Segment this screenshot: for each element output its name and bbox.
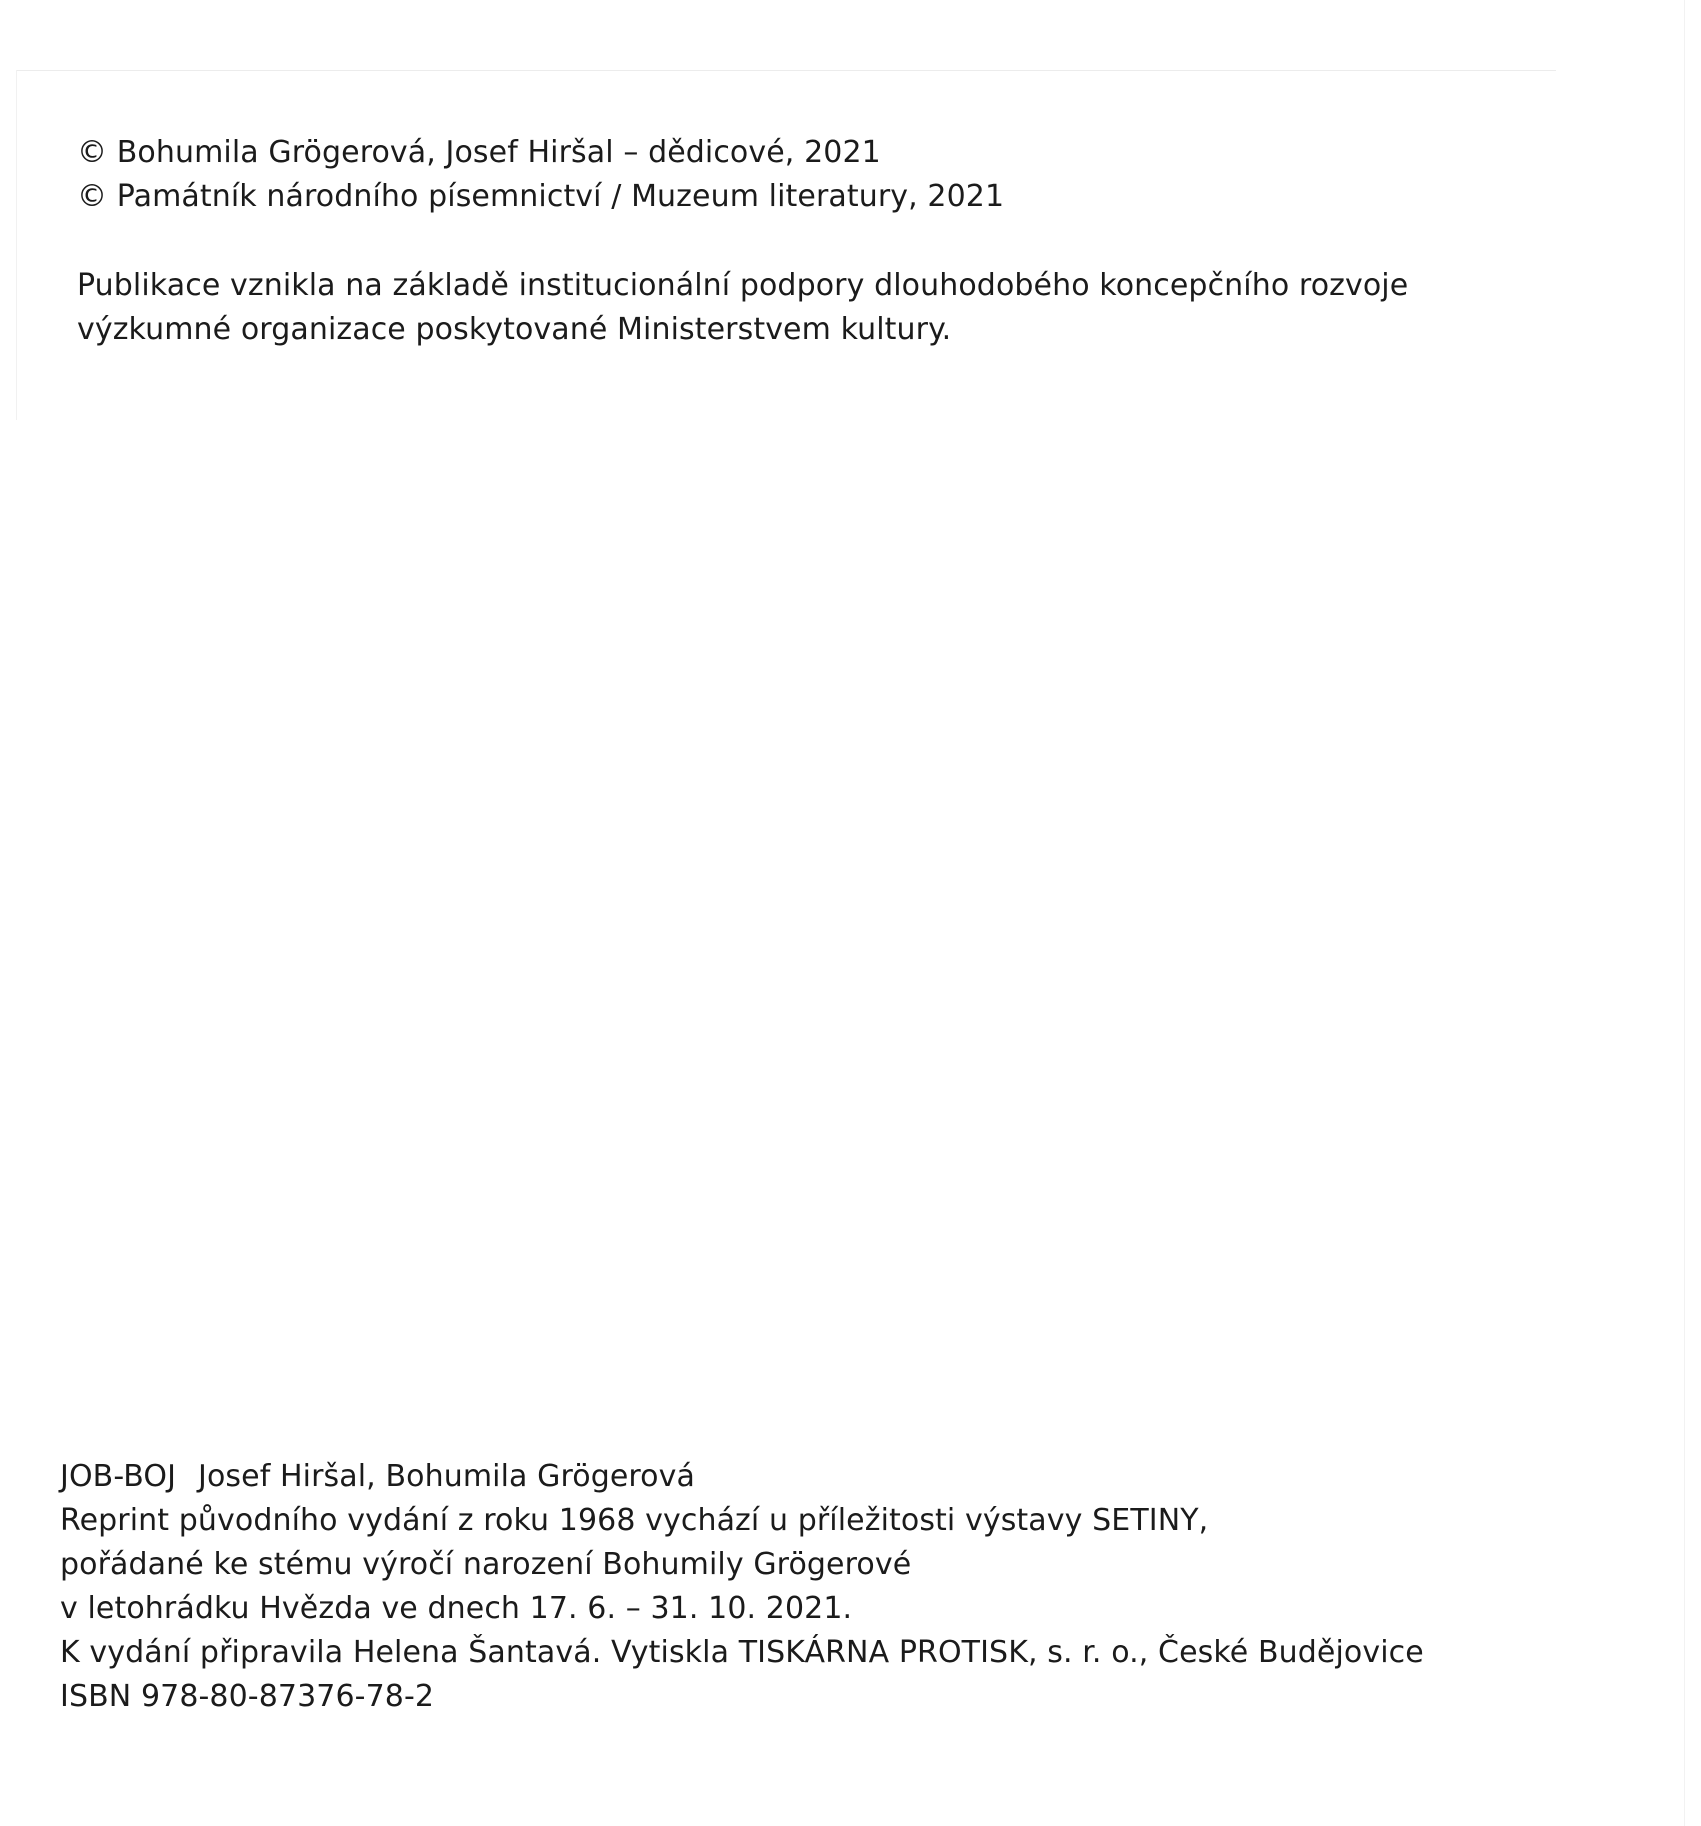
colophon-line: v letohrádku Hvězda ve dnech 17. 6. – 31. 10. 2021.: [60, 1591, 853, 1626]
copyright-notice: [77, 131, 1004, 219]
copyright-line: © Památník národního písemnictví / Muzeum literatury, 2021: [77, 179, 1005, 214]
book-title: JOB-BOJ: [60, 1459, 177, 1494]
funding-statement: [77, 264, 1408, 352]
book-authors: Josef Hiršal, Bohumila Grögerová: [198, 1459, 695, 1494]
colophon-title-row: [60, 1455, 1424, 1499]
funding-line: Publikace vznikla na základě institucionální podpory dlouhodobého koncepčního rozvoje: [77, 268, 1409, 303]
funding-line: výzkumné organizace poskytované Ministerstvem kultury.: [77, 312, 952, 347]
colophon-line: Reprint původního vydání z roku 1968 vychází u příležitosti výstavy SETINY,: [60, 1503, 1209, 1538]
colophon-line: K vydání připravila Helena Šantavá. Vytiskla TISKÁRNA PROTISK, s. r. o., České Budějovice: [60, 1635, 1424, 1670]
colophon: [60, 1455, 1424, 1719]
isbn: ISBN 978-80-87376-78-2: [60, 1679, 435, 1714]
page-top-edge: [16, 70, 1556, 71]
colophon-line: pořádané ke stému výročí narození Bohumily Grögerové: [60, 1547, 912, 1582]
page-left-edge: [16, 70, 17, 420]
copyright-line: © Bohumila Grögerová, Josef Hiršal – dědicové, 2021: [77, 135, 881, 170]
page-right-edge: [1684, 0, 1685, 1826]
